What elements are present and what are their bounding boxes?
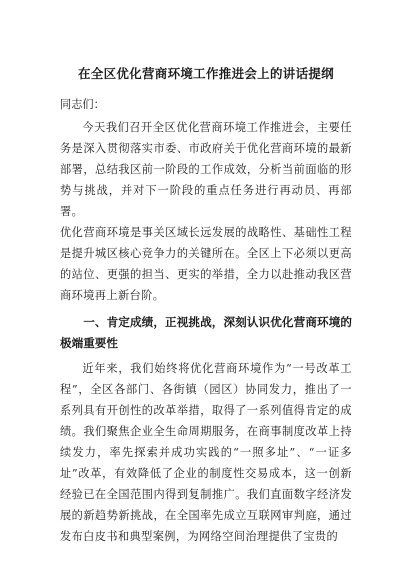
section-heading-1: 一、肯定成绩，正视挑战，深刻认识优化营商环境的极端重要性 <box>60 315 352 350</box>
section-1-paragraph: 近年来，我们始终将优化营商环境作为“一号改革工程”，全区各部门、各街镇（园区）协同发力，推出了一系列具有开创性的改革举措，取得了一系列值得肯定的成绩。我们聚焦企业全生命周期服务，在商事制度改革上持续发力，率先探索并成功实践的“一照多址”、“一证多址”改革，有效降低了企业的制度性交易成本，这一创新经验已在全国范围内得到复制推广。我们直面数字经济发展的新趋势新挑战，在全国率先成立互联网审判庭，通过发布白皮书和典型案例，为网络空间治理提供了宝贵的 <box>60 362 352 543</box>
opening-paragraph: 今天我们召开全区优化营商环境工作推进会，主要任务是深入贯彻落实市委、市政府关于优化营商环境的最新部署，总结我区前一阶段的工作成效，分析当前面临的形势与挑战，并对下一阶段的重点任务进行再动员、再部署。 <box>60 121 352 218</box>
salutation: 同志们： <box>60 98 105 111</box>
document-title: 在全区优化营商环境工作推进会上的讲话提纲 <box>77 66 334 81</box>
importance-paragraph: 优化营商环境是事关区域长远发展的战略性、基础性工程是提升城区核心竞争力的关键所在。全区上下必须以更高的站位、更强的担当、更实的举措，全力以赴推动我区营商环境再上新台阶。 <box>60 226 352 302</box>
